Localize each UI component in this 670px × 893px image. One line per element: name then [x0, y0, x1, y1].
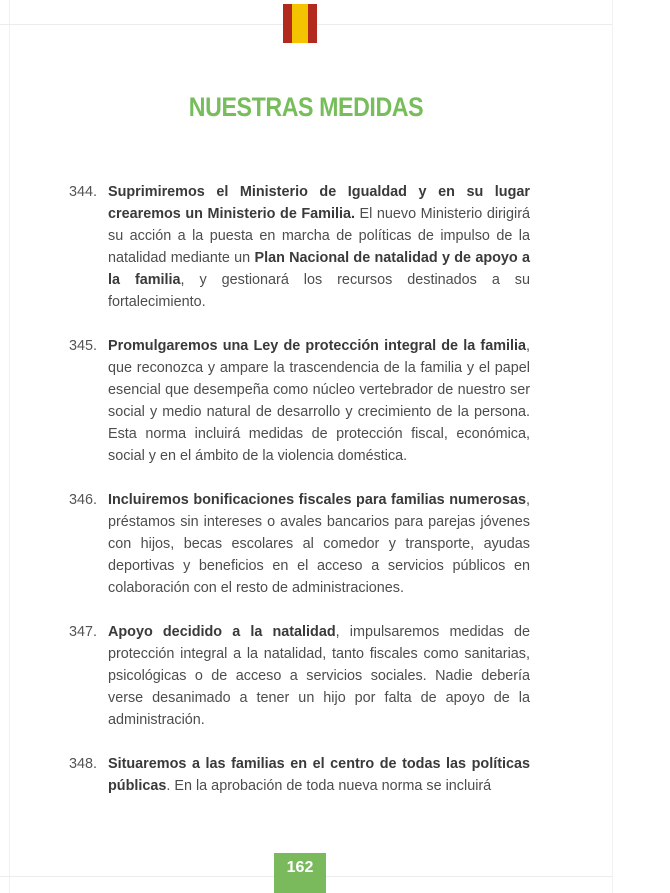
measure-number: 348.	[69, 756, 98, 772]
measure-plain-text: , préstamos sin intereses o avales bancarios para parejas jóvenes con hijos, becas escolares al comedor y transporte, ayudas deportivas y beneficios en el acceso a servicios públicos en colaboración con el resto de administraciones.	[108, 492, 530, 596]
measure-number: 344.	[69, 184, 98, 200]
measure-number: 346.	[69, 492, 98, 508]
page-title: NUESTRAS MEDIDAS	[188, 92, 424, 122]
measure-text	[108, 181, 530, 313]
measure-item	[69, 181, 530, 313]
measure-text	[108, 753, 530, 797]
measure-bold-text: Promulgaremos una Ley de protección integral de la familia	[108, 338, 526, 354]
measure-plain-text: . En la aprobación de toda nueva norma se incluirá	[166, 778, 492, 794]
flag-stripe-red	[283, 4, 292, 43]
measure-item	[69, 753, 530, 797]
measure-item	[69, 335, 530, 467]
spain-flag-icon	[283, 4, 317, 43]
measure-bold-text: Plan Nacional de natalidad y de apoyo a la familia	[108, 250, 530, 288]
measure-plain-text: , y gestionará los recursos destinados a su fortalecimiento.	[108, 272, 530, 310]
measure-plain-text: , impulsaremos medidas de protección integral a la natalidad, tanto fiscales como sanitarias, psicológicas o de acceso a servicios sociales. Nadie debería verse desanimado a tener un hijo por falta de apoyo de la administración.	[108, 624, 530, 728]
page-margin-line-left	[9, 0, 10, 893]
measure-text	[108, 335, 530, 467]
measure-text	[108, 489, 530, 599]
measure-item	[69, 621, 530, 731]
page-number: 162	[274, 853, 326, 893]
measure-bold-text: Suprimiremos el Ministerio de Igualdad y en su lugar crearemos un Ministerio de Familia.	[108, 184, 530, 222]
measure-bold-text: Incluiremos bonificaciones fiscales para familias numerosas	[108, 492, 526, 508]
measure-bold-text: Apoyo decidido a la natalidad	[108, 624, 336, 640]
measure-item	[69, 489, 530, 599]
measure-bold-text: Situaremos a las familias en el centro de todas las políticas públicas	[108, 756, 530, 794]
measure-plain-text: , que reconozca y ampare la trascendencia de la familia y el papel esencial que desempeña como núcleo vertebrador de nuestro ser social y medio natural de desarrollo y crecimiento de la persona. Esta norma incluirá medidas de protección fiscal, económica, social y en el ámbito de la violencia doméstica.	[108, 338, 530, 464]
flag-stripe-yellow	[292, 4, 308, 43]
measure-number: 345.	[69, 338, 98, 354]
page-margin-line-right	[612, 0, 613, 893]
measure-text	[108, 621, 530, 731]
measure-plain-text: El nuevo Ministerio dirigirá su acción a la puesta en marcha de políticas de impulso de la natalidad mediante un	[108, 206, 531, 266]
flag-stripe-red	[308, 4, 317, 43]
measures-list	[69, 181, 530, 819]
measure-number: 347.	[69, 624, 98, 640]
